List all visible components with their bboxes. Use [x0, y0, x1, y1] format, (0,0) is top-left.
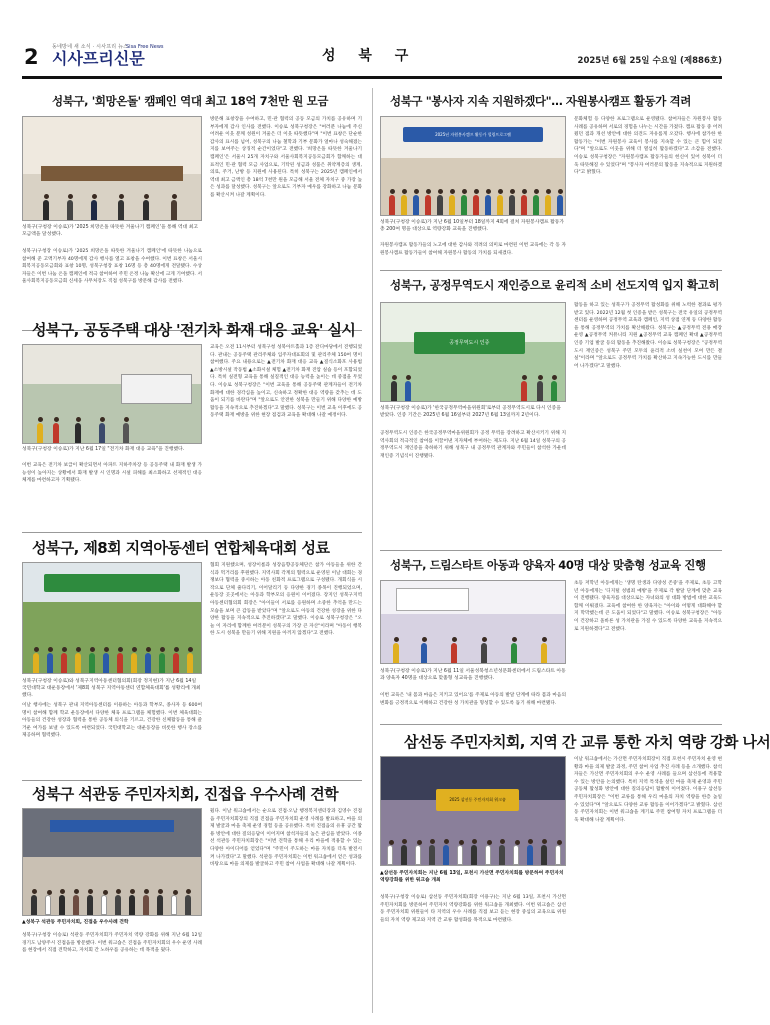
photo-caption: ▲성북구 석관동 주민자치회, 진접읍 우수사례 견학 [22, 920, 129, 925]
article-body-right: 초등 저학년 아동에게는 '생명 탄생과 다양성 존중'을 주제로, 초등 고학년 아동에게는 '디지털 성범죄 예방'을 주제로 각 발달 단계에 맞춘 교육이 진행됐다. 양육자를 대상으로는 자녀와의 성 대화 방법에 대한 교육도 함께 이뤄졌다. 교육에 참여한 한 양육자는 "아이와 어떻게 대화해야 할지 막막했는데 큰 도움이 되었다"고 말했다. 이승로 성북구청장은 "아동이 건강하고 올바른 성 가치관을 가질 수 있도록 다양한 교육을 지속적으로 지원하겠다"고 전했다. [574, 581, 722, 632]
article-headline[interactable]: 성북구 석관동 주민자치회, 진접읍 우수사례 견학 [32, 785, 339, 803]
article-body-left: 성북구(구청장 이승로)가 '2025 희망온돌 따뜻한 겨울나기 캠페인'에 따뜻한 나눔으로 참여해 준 고액기부자 40명에게 감사 행사를 열고 표창을 수여했다. 이번 표창은 서울시회복지공동모금회와 표창 10명, 성북구청장 표창 16명 등 총 40명에게 전달됐다. 수상자들은 이번 나눔 온돌 캠페인에 적극 참여하여 주민 온정 나눔 확산에 크게 기여했다. 서울사회복지공동모금회 신세웅 사무처장도 직접 성북구를 방문해 감사를 전했다. [22, 249, 202, 285]
photo-banner-text: 2025년 자원봉사캠프 활동가 힐링프로그램 [435, 131, 511, 137]
article-hope-campaign[interactable] [22, 88, 362, 326]
article-seokgwan-workshop[interactable] [22, 782, 362, 1013]
photo-caption: 성북구(구청장 이승로)가 지난 6월 10일부터 18일까지 4회에 걸쳐 자원봉사캠프 활동가 총 200여 명을 대상으로 역량강화 교육을 진행했다. [380, 220, 565, 233]
masthead [22, 44, 722, 72]
article-body-left: 성북구(구청장 이승로) 석관동 주민자치회가 주민자치 역량 강화를 위해 지난 6월 12일 경기도 남양주시 진접읍을 방문했다. 이번 워크숍은 진접읍 주민자치회의 우수 운영 사례를 현장에서 직접 견학하고, 자치회 간 노하우를 공유하는 데 목적을 뒀다. [22, 933, 202, 954]
article-headline[interactable]: 성북구, 공정무역도시 재인증으로 윤리적 소비 선도지역 입지 확고히 [390, 278, 720, 292]
article-separator [380, 724, 722, 725]
article-fairtrade-city[interactable] [380, 276, 722, 550]
article-body-right: 교육은 오전 11시부터 성북구청 성북아트홀과 1층 잔디마당에서 진행되었다. 관내는 공동주택 관리주체와 입주자대표회의 및 관리주체 150여 명이 참여했다. 주요 내용으로는 ▲전기차 화재 대응 교육 ▲질식소화포 사용법 ▲소방시설 작동법 ▲소화시설 체험 ▲전기차 화재 진압 실습 등이 포함되었다. 특히 실전형 교육을 통해 실질적인 대응 능력을 높이는 데 중점을 두었다. 이승로 성북구청장은 "이번 교육을 통해 공동주택 관계자들이 전기차 화재에 대한 경각심을 높이고, 신속하고 정확한 대응 역량을 갖추는 데 도움이 되기를 바란다"며 "앞으로도 안전한 성북을 만들기 위해 다양한 예방 활동을 지속적으로 추진하겠다"고 말했다. 성북구는 이번 교육 이후에도 공동주택 화재 예방을 위한 현장 점검과 교육을 확대해 나갈 예정이다. [210, 345, 362, 419]
photo-hope-ceremony [22, 116, 202, 221]
article-headline[interactable]: 삼선동 주민자치회, 지역 간 교류 통한 자치 역량 강화 나서 [404, 733, 770, 751]
logo-english: Sisa Free News [126, 44, 164, 50]
photo-caption: 성북구(구청장 이승로)가 '2025 희망온돌 따뜻한 겨울나기 캠페인'을 통해 역대 최고 모금액을 달성했다. [22, 225, 198, 238]
issue-date: 2025년 6월 25일 수요일 (제886호) [577, 56, 722, 66]
article-headline[interactable]: 성북구, 드림스타트 아동과 양육자 40명 대상 맞춤형 성교육 진행 [390, 558, 706, 572]
article-body-right: 문화체험 등 다양한 프로그램으로 운영됐다. 참여자들은 자원봉사 활동 사례를 공유하며 서로의 경험을 나누는 시간을 가졌다. 캠프 활동 중 어려웠던 점과 개선 방안에 대한 의견도 자유롭게 오갔다. 행사에 참가한 한 활동가는 "이번 자원봉사 교육이 봉사를 지속할 수 있는 큰 힘이 되었다"며 "앞으로도 이웃을 위해 더 열심히 활동하겠다"고 소감을 전했다. 이승로 성북구청장은 "자원봉사캠프 활동가들의 헌신이 있어 성북이 더욱 따뜻해질 수 있었다"며 "봉사자 여러분의 활동을 지속적으로 지원하겠다"고 밝혔다. [574, 117, 722, 176]
photo-fire-training [22, 344, 202, 444]
article-separator [380, 270, 722, 271]
article-ev-fire-education[interactable] [22, 318, 362, 530]
article-headline[interactable]: 성북구 "봉사자 지속 지원하겠다"… 자원봉사캠프 활동가 격려 [390, 94, 691, 108]
article-separator [22, 532, 362, 533]
article-body-left: 공정무역도시 인증은 한국공정무역마을위원회가 공정 무역을 장려하고 확산시키기 위해 지역사회의 적극적인 참여를 이끌어낸 지자체에 부여하는 제도다. 지난 6월 14일 성북구의 공정무역도시 재인증을 축하하기 위해 성북구 내 공정무역 관계자와 주민들이 참석한 가운데 재인증 기념식이 진행됐다. [380, 431, 566, 459]
photo-caption: 성북구(구청장 이승로)가 '한국공정무역마을위원회'로부터 공정무역도시로 다시 인증을 받았다. 인증 기간은 2025년 6월 16일부터 2027년 6월 13일까지 2년이다. [380, 406, 561, 419]
article-body-right: 활동을 하고 있는 성북구가 공정무역 활성화를 위해 노력한 결과로 평가받고 있다. 2022년 12월 첫 인증을 받은 성북구는 전국 유일의 공정무역센터를 운영하며 공정무역 교육과 캠페인, 지역 상점 연계 등 다양한 활동을 통해 공정무역의 가치를 확산해왔다. 성북구는 ▲공정무역 전용 매장 운영 ▲공정무역 커뮤니티 지원 ▲공정무역 교육 캠페인 확대 ▲공정무역 인증 기업 발굴 등의 활동을 추진해왔다. 이승로 성북구청장은 "공정무역도시 재인증은 성북구 주민 모두의 윤리적 소비 실천이 모여 만든 결실"이라며 "앞으로도 공정무역 가치를 확산하고 지속가능한 도시를 만들어 나가겠다"고 말했다. [574, 303, 722, 369]
photo-caption: ▲삼선동 주민자치회는 지난 6월 13일, 포천시 가산면 주민자치회를 방문하여 주민자치 역량강화를 위한 워크숍 개최 [380, 871, 564, 884]
article-body-left: 이번 교육은 '내 몸과 마음은 지키고 있어요'를 주제로 아동의 발달 단계에 따라 몸과 마음의 변화를 긍정적으로 이해하고 건강한 성 가치관을 형성할 수 있도록 돕기 위해 마련됐다. [380, 693, 566, 706]
newspaper-logo [52, 44, 164, 68]
article-separator [22, 780, 362, 781]
article-separator [380, 550, 722, 551]
article-body-left: 성북구(구청장 이승로) 삼선동 주민자치회(회장 이용구)는 지난 6월 13일, 포천시 가산면 주민자치회를 방문하여 주민자치 역량강화를 위한 워크숍을 개최했다. 이번 워크숍은 삼선동 주민자치회 위원들이 타 지역의 우수 사례를 직접 보고 듣는 현장 중심의 교육으로 위원들의 자치 역량 제고와 지역 간 교류 활성화를 목적으로 마련됐다. [380, 895, 566, 923]
photo-caption: 성북구(구청장 이승로)가 지난 6월 11일 서울성북청소년성문화센터에서 드림스타트 아동과 양육자 40명을 대상으로 맞춤형 성교육을 진행했다. [380, 669, 566, 682]
photo-sports-day [22, 562, 202, 674]
logo-name: 시사프리신문 [52, 49, 145, 68]
photo-banner-text: 2025 삼선동 주민자치회 워크숍 [449, 797, 506, 803]
photo-seokgwan-group [22, 808, 202, 916]
section-title: 성 북 구 [322, 48, 418, 64]
article-headline[interactable]: 성북구, '희망온돌' 캠페인 역대 최고 18억 7천만 원 모금 [52, 94, 329, 108]
article-headline[interactable]: 성북구, 공동주택 대상 '전기차 화재 대응 교육' 실시 [32, 321, 356, 339]
article-body-right: 협회 지원했으며, 성장이룸과 성장음향공동체단은 참가 아동들을 위한 간식과 먹거리를 후원했다. 지역사회 각계의 협력으로 운영된 이날 대회는 경쟁보다 협력을 중시하는 아동 친화적 프로그램으로 구성됐다. 개회식을 시작으로 단체 줄다리기, 이어달리기 등 다양한 경기 종목이 진행되었으며, 운동장 곳곳에서는 아동과 학부모의 응원이 이어졌다. 장지인 성북구지역아동센터협의회 회장은 "아이들이 서로를 응원하며 소중한 추억을 만드는 모습을 보며 큰 감동을 받았다"며 "앞으로도 아동의 건강한 성장을 위한 다양한 활동을 지속적으로 추진하겠다"고 말했다. 이승로 성북구청장은 "오늘 이 자리에 함께한 여러분이 성북구의 가장 큰 자산"이라며 "아동이 행복한 도시 성북을 만들기 위해 지원을 아끼지 않겠다"고 전했다. [210, 563, 362, 637]
article-headline[interactable]: 성북구, 제8회 지역아동센터 연합체육대회 성료 [32, 539, 330, 557]
article-body-left: 자원봉사캠프 활동가들의 노고에 대한 감사와 격려의 의미로 마련된 이번 교육에는 각 동 자원봉사캠프 활동가들이 참여해 자원봉사 활동의 가치를 되새겼다. [380, 243, 566, 256]
article-dreamstart-education[interactable] [380, 556, 722, 722]
page-number: 2 [24, 45, 39, 69]
photo-volunteer-group [380, 116, 566, 216]
article-body-left: 이날 행사에는 성북구 관내 지역아동센터를 이용하는 아동과 학부모, 종사자 등 600여 명이 참여해 함께 학교 운동장에서 다양한 체육 프로그램을 체험했다. 이번 체육대회는 아동들의 건강한 성장과 협력을 통한 공동체 의식을 기르고, 건강한 신체활동을 통해 즐거운 여가를 보낼 수 있도록 마련되었다. 국민대학교는 대운동장을 비롯한 행사 장소를 제공하며 협력했다. [22, 703, 202, 739]
photo-fairtrade-ceremony [380, 302, 566, 402]
article-body-right: 이날 워크숍에서는 가산면 주민자치회장이 직접 포천시 주민자치 운영 현황과 마을 의제 발굴 과정, 주민 참여 사업 추진 사례 등을 소개했다. 참석자들은 가산면 주민자치회의 우수 운영 사례를 들으며 삼선동에 적용할 수 있는 방안을 논의했다. 특히 지역 특색을 살린 마을 축제 운영과 주민 공동체 활성화 방안에 대한 질의응답이 활발히 이어졌다. 이용구 삼선동 주민자치회장은 "이번 교류를 통해 우리 마을의 자치 역량을 한층 높일 수 있었다"며 "앞으로도 다양한 교류 활동을 이어가겠다"고 밝혔다. 삼선동 주민자치회는 이번 워크숍을 계기로 주민 참여형 자치 프로그램을 더욱 확대해 나갈 계획이다. [574, 757, 722, 823]
article-body-right: 뒀다. 이날 워크숍에서는 순으로 진접·오남 행정복지센터장과 김영수 진접읍 주민자치회장의 직접 진접읍 주민자치회 운영 사례를 발표하고, 마을 의제 발굴과 마을 축제 운영 경험 등을 공유했다. 특히 진접읍의 유휴 공간 활용 방안에 대한 질의응답이 이어지며 참석자들의 높은 관심을 받았다. 이종선 석관동 주민자치회장은 "이번 견학을 통해 우리 마을에 적용할 수 있는 다양한 아이디어를 얻었다"며 "주민이 주도하는 마을 자치를 더욱 발전시켜 나가겠다"고 말했다. 석관동 주민자치회는 이번 워크숍에서 얻은 성과를 바탕으로 마을 의제를 발굴하고 주민 참여 사업을 확대해 나갈 계획이다. [210, 809, 362, 868]
column-divider [372, 88, 373, 1013]
photo-caption: 성북구(구청장 이승로)가 지난 6월 17일 "전기차 화재 대응 교육"을 진행했다. [22, 447, 185, 452]
article-volunteer-camp[interactable] [380, 88, 722, 268]
photo-banner-text: 공정무역도시 인증 [449, 340, 490, 347]
logo-tagline: 동네방네 새 소식 · 시사프리 뉴스 [52, 44, 129, 50]
photo-caption: 성북구(구청장 이승로)와 성북구지역아동센터협의회(회장 정지현)가 지난 6월 14일 국민대학교 대운동장에서 '제8회 성북구 지역아동센터 연합체육대회'를 성황리에 개최했다. [22, 679, 201, 699]
article-samseon-exchange[interactable] [380, 730, 770, 1013]
photo-samseon-workshop [380, 756, 566, 866]
article-body-right: 방문해 표창장을 수여하고, 민·관 협력의 공동 모금의 가치를 공유하며 기부자에게 감사 인사를 전했다. 이승로 성북구청장은 "여러분 나눔에 주신 어려운 이웃 분께 성원이 겨울은 더 이웃 따뜻했다"며 "이번 표창은 단순한 감사의 표시를 넘어, 성북구의 나눔 철학과 기부 문화가 얼마나 성숙해졌는지를 보여주는 상징적 순간이었다"고 전했다. '희망온돌 따뜻한 겨울나기 캠페인'은 서울시 25개 자치구와 서울사회복지공동모금회가 함께하는 대표적인 민·관 협력 모금 사업으로, 기탁된 성금과 성품은 취약계층의 생계, 의료, 주거, 난방 등 지원에 사용된다. 특히 성북구는 2025년 캠페인에서 역대 최고 금액인 총 18억 7천만 원을 모금해 서울 전체 자치구 중 가장 높은 성과를 달성했다. 성북구는 앞으로도 기부자 예우를 강화하고 나눔 문화를 확산시켜 나갈 계획이다. [210, 117, 362, 198]
article-body-left: 이번 교육은 전기차 보급이 확산되면서 아파트 지하주차장 등 공동주택 내 화재 발생 가능성이 높아지는 상황에서 화재 발생 시 인명과 시설 피해를 최소화하고 선제적인 대응 체계를 마련하고자 기획됐다. [22, 463, 202, 484]
article-children-sports-day[interactable] [22, 536, 362, 776]
photo-dreamstart-class [380, 580, 566, 664]
masthead-rule [22, 76, 722, 79]
